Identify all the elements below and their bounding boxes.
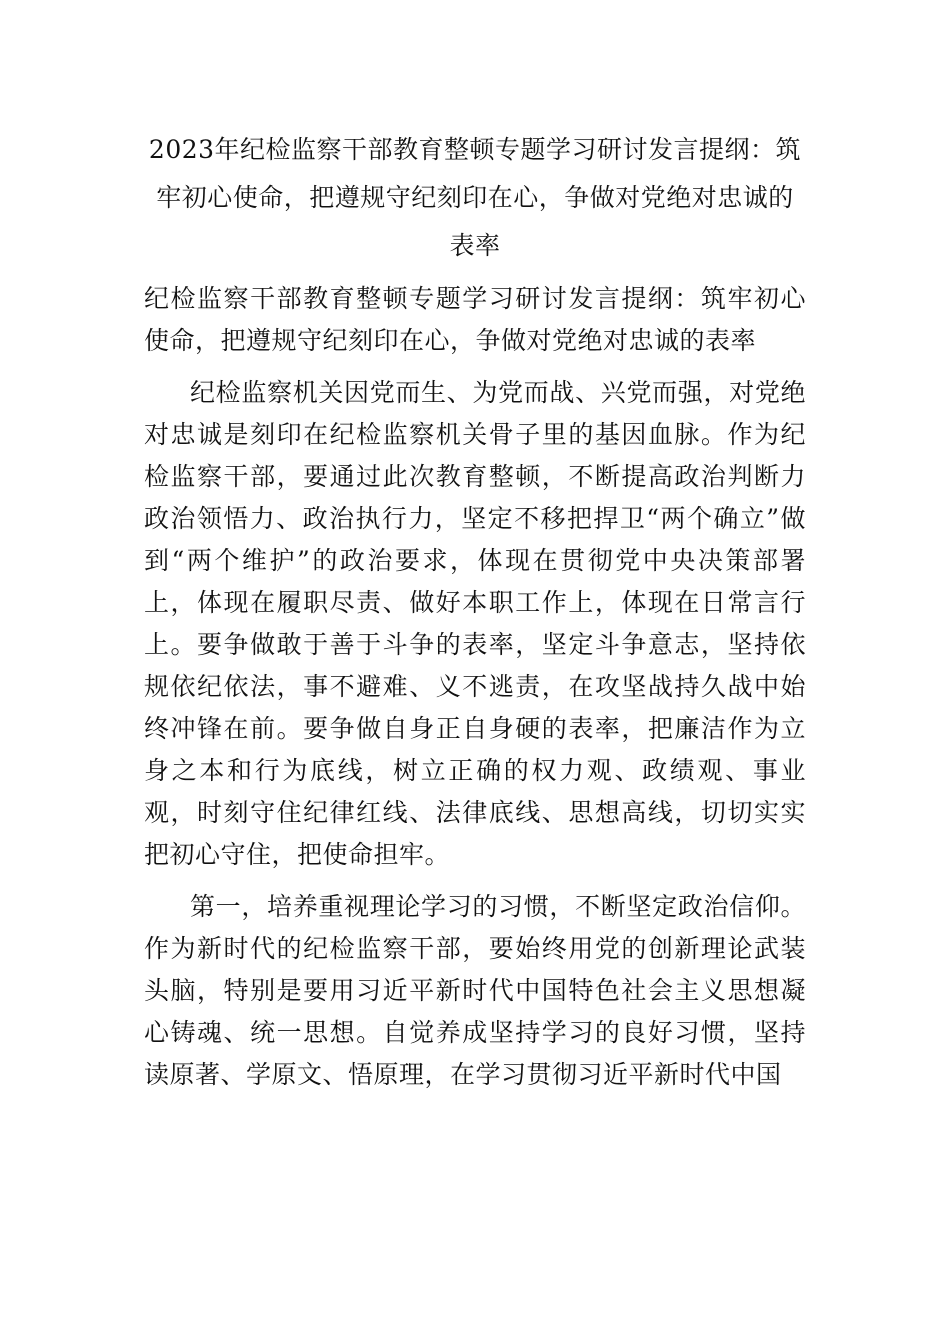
body-paragraph-1: 纪检监察机关因党而生、为党而战、兴党而强，对党绝对忠诚是刻印在纪检监察机关骨子里的基因血脉。作为纪检监察干部，要通过此次教育整顿，不断提高政治判断力政治领悟力、政治执行力，坚定不移把捍卫“两个确立”做到“两个维护”的政治要求，体现在贯彻党中央决策部署上，体现在履职尽责、做好本职工作上，体现在日常言行上。要争做敢于善于斗争的表率，坚定斗争意志，坚持依规依纪依法，事不避难、义不逃责，在攻坚战持久战中始终冲锋在前。要争做自身正自身硬的表率，把廉洁作为立身之本和行为底线，树立正确的权力观、政绩观、事业观，时刻守住纪律红线、法律底线、思想高线，切切实实把初心守住，把使命担牢。 [144, 378, 806, 869]
body-paragraph-2: 第一，培养重视理论学习的习惯，不断坚定政治信仰。作为新时代的纪检监察干部，要始终用党的创新理论武装头脑，特别是要用习近平新时代中国特色社会主义思想凝心铸魂、统一思想。自觉养成坚持学习的良好习惯，坚持读原著、学原文、悟原理，在学习贯彻习近平新时代中国 [144, 892, 806, 1089]
document-page [144, 126, 806, 1096]
document-title: 2023年纪检监察干部教育整顿专题学习研讨发言提纲：筑牢初心使命，把遵规守纪刻印在心，争做对党绝对忠诚的表率 [148, 135, 802, 260]
document-subtitle: 纪检监察干部教育整顿专题学习研讨发言提纲：筑牢初心使命，把遵规守纪刻印在心，争做对党绝对忠诚的表率 [144, 284, 806, 355]
